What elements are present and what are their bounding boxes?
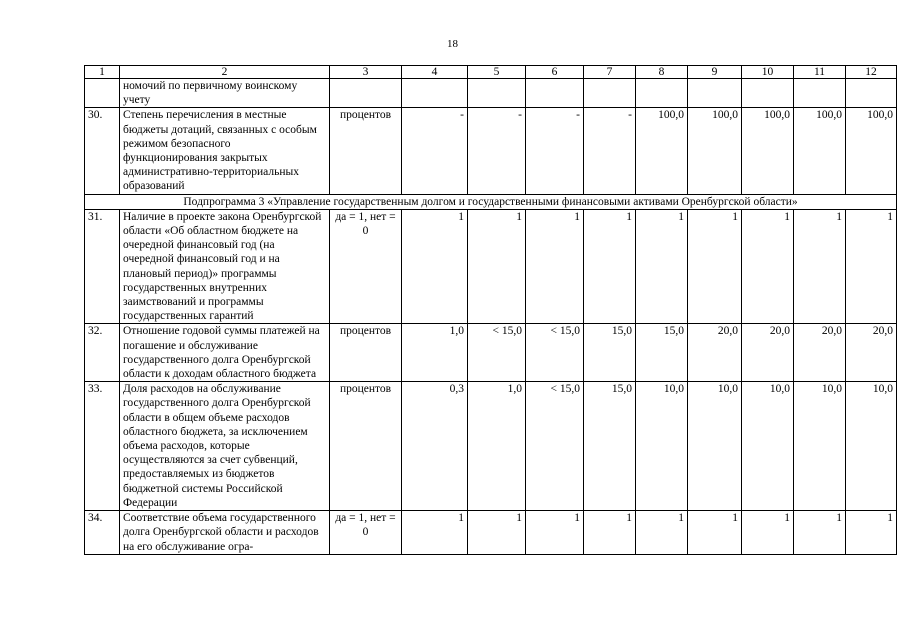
value-cell: 1: [402, 209, 468, 324]
value-cell: 1: [742, 209, 794, 324]
unit-cell: процентов: [330, 382, 402, 511]
value-cell: [846, 79, 897, 108]
value-cell: < 15,0: [526, 324, 584, 382]
row-number-cell: 34.: [85, 511, 120, 555]
value-cell: 1: [688, 511, 742, 555]
indicator-name-cell: номочий по первичному воинскому учету: [120, 79, 330, 108]
value-cell: [526, 79, 584, 108]
value-cell: 100,0: [794, 108, 846, 194]
value-cell: < 15,0: [468, 324, 526, 382]
column-header-6: 6: [526, 66, 584, 79]
value-cell: 10,0: [636, 382, 688, 511]
value-cell: 1: [468, 209, 526, 324]
value-cell: 1: [742, 511, 794, 555]
subprogram-row: [85, 194, 897, 209]
row-number-cell: [85, 79, 120, 108]
table-row: [85, 324, 897, 382]
value-cell: [688, 79, 742, 108]
value-cell: 15,0: [584, 324, 636, 382]
column-header-4: 4: [402, 66, 468, 79]
unit-cell: да = 1, нет = 0: [330, 511, 402, 555]
value-cell: < 15,0: [526, 382, 584, 511]
value-cell: 1: [688, 209, 742, 324]
value-cell: 100,0: [636, 108, 688, 194]
indicator-name-cell: Отношение годовой суммы платежей на погашение и обслуживание государственного долга Оренбургской области к доходам областного бюджета: [120, 324, 330, 382]
value-cell: 0,3: [402, 382, 468, 511]
table-row: [85, 382, 897, 511]
value-cell: 1: [468, 511, 526, 555]
value-cell: 1: [584, 209, 636, 324]
indicators-table: [84, 65, 897, 555]
value-cell: [742, 79, 794, 108]
value-cell: 100,0: [688, 108, 742, 194]
value-cell: -: [468, 108, 526, 194]
value-cell: -: [584, 108, 636, 194]
value-cell: 1: [794, 209, 846, 324]
value-cell: [468, 79, 526, 108]
value-cell: 100,0: [846, 108, 897, 194]
value-cell: [584, 79, 636, 108]
value-cell: 1,0: [402, 324, 468, 382]
page-number: 18: [447, 38, 458, 50]
value-cell: [402, 79, 468, 108]
column-header-1: 1: [85, 66, 120, 79]
value-cell: 10,0: [688, 382, 742, 511]
column-header-11: 11: [794, 66, 846, 79]
value-cell: 1: [794, 511, 846, 555]
value-cell: 10,0: [742, 382, 794, 511]
column-header-7: 7: [584, 66, 636, 79]
value-cell: 1: [526, 209, 584, 324]
column-header-12: 12: [846, 66, 897, 79]
indicator-name-cell: Наличие в проекте закона Оренбургской области «Об областном бюджете на очередной финансовый год (на очередной финансовый год и на плановый период)» программы государственных внутренних заимствований и программы государственных гарантий: [120, 209, 330, 324]
column-header-2: 2: [120, 66, 330, 79]
unit-cell: процентов: [330, 108, 402, 194]
value-cell: 20,0: [688, 324, 742, 382]
column-header-5: 5: [468, 66, 526, 79]
indicator-name-cell: Степень перечисления в местные бюджеты дотаций, связанных с особым режимом безопасного функционирования закрытых административно-территориальных образований: [120, 108, 330, 194]
value-cell: [794, 79, 846, 108]
value-cell: 20,0: [846, 324, 897, 382]
value-cell: -: [402, 108, 468, 194]
indicator-name-cell: Соответствие объема государственного долга Оренбургской области и расходов на его обслуживание огра-: [120, 511, 330, 555]
unit-cell: процентов: [330, 324, 402, 382]
value-cell: 1: [584, 511, 636, 555]
value-cell: 20,0: [742, 324, 794, 382]
value-cell: 1: [846, 209, 897, 324]
value-cell: -: [526, 108, 584, 194]
value-cell: 20,0: [794, 324, 846, 382]
subprogram-title: Подпрограмма 3 «Управление государственным долгом и государственными финансовыми активами Оренбургской области»: [85, 194, 897, 209]
value-cell: 1: [402, 511, 468, 555]
value-cell: 1: [526, 511, 584, 555]
column-header-10: 10: [742, 66, 794, 79]
value-cell: 100,0: [742, 108, 794, 194]
table-row: [85, 209, 897, 324]
value-cell: 1: [846, 511, 897, 555]
indicator-name-cell: Доля расходов на обслуживание государственного долга Оренбургской области в общем объеме расходов областного бюджета, за исключением объема расходов, которые осуществляются за счет субвенций, предоставляемых из бюджетов бюджетной системы Российской Федерации: [120, 382, 330, 511]
value-cell: [636, 79, 688, 108]
unit-cell: да = 1, нет = 0: [330, 209, 402, 324]
table-row: [85, 511, 897, 555]
column-header-9: 9: [688, 66, 742, 79]
value-cell: 10,0: [846, 382, 897, 511]
row-number-cell: 30.: [85, 108, 120, 194]
column-header-3: 3: [330, 66, 402, 79]
row-number-cell: 32.: [85, 324, 120, 382]
value-cell: 10,0: [794, 382, 846, 511]
row-number-cell: 31.: [85, 209, 120, 324]
continuation-row: [85, 79, 897, 108]
value-cell: 1: [636, 209, 688, 324]
value-cell: 1: [636, 511, 688, 555]
unit-cell: [330, 79, 402, 108]
column-header-8: 8: [636, 66, 688, 79]
header-row: [85, 66, 897, 79]
row-number-cell: 33.: [85, 382, 120, 511]
table-body: [85, 66, 897, 555]
value-cell: 1,0: [468, 382, 526, 511]
table-row: [85, 108, 897, 194]
value-cell: 15,0: [584, 382, 636, 511]
value-cell: 15,0: [636, 324, 688, 382]
